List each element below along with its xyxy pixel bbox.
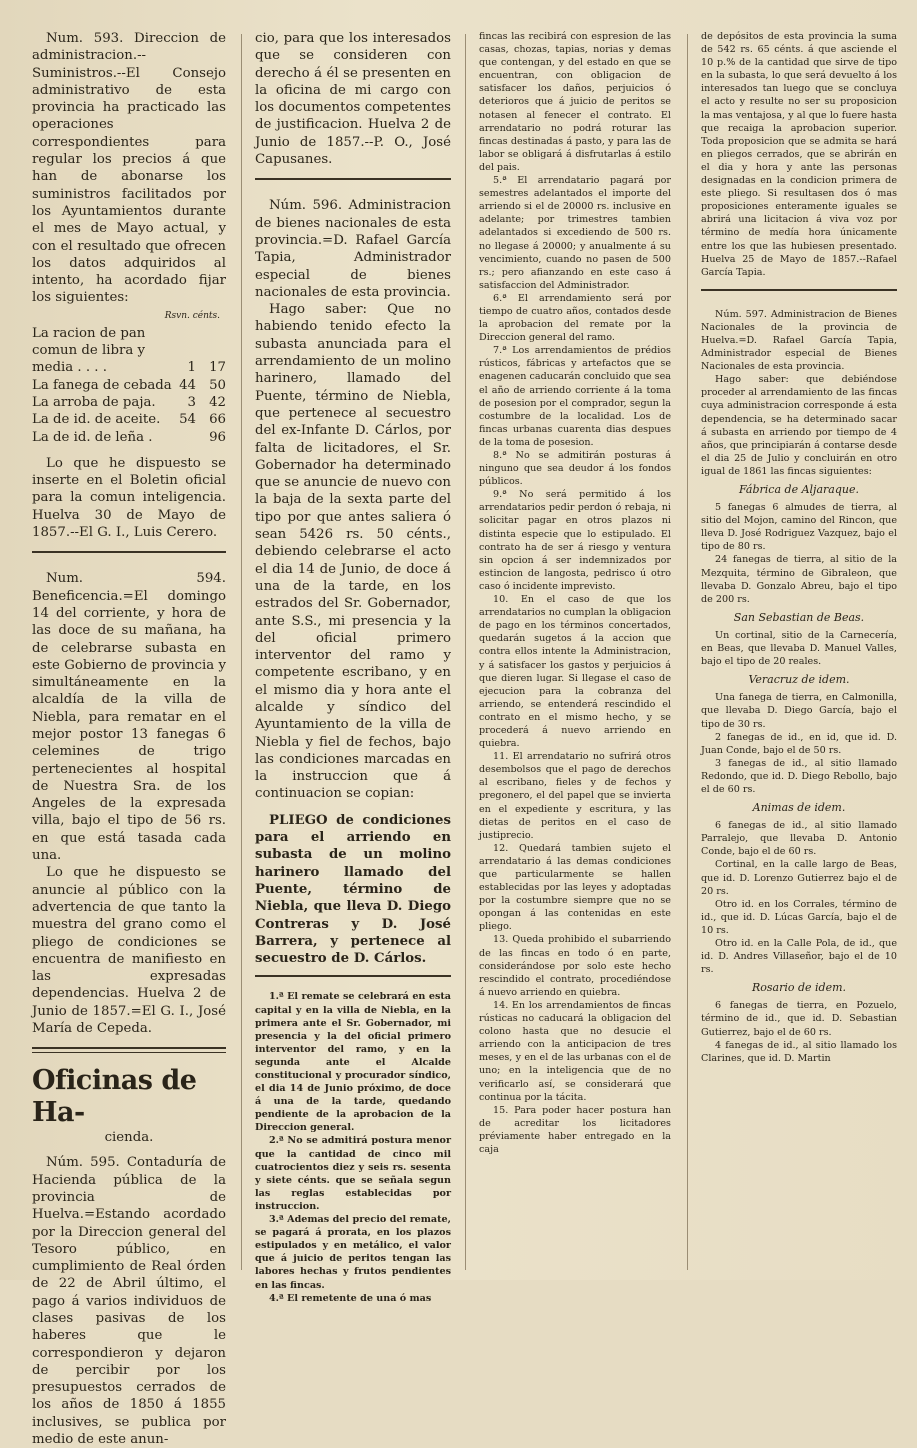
list-item: 4 fanegas de id., al sitio llamado los Clarines, que id. D. Martin [701, 1039, 897, 1064]
subheading-rosario: Rosario de idem. [751, 981, 847, 995]
condition-7: 7.ª Los arrendamientos de prédios rústicos, fábricas y artefactos que se enagenen caducarán concluido que sea el año de arriendo corriente á la toma de posesion por el comprador, segun la costumbre de la localidad. Los de fincas urbanas cuarenta dias despues de la toma de posesion. [479, 345, 671, 448]
table-row: La racion de pan comun de libra y media . . . . 1 17 [32, 325, 226, 376]
notice-595-continued: cio, para que los interesados que se consideren con derecho á él se presenten en la oficina de mi cargo con los documentos competentes de justificacion. Huelva 2 de Junio de 1857.--P. O., José Capusanes. [255, 31, 451, 168]
subheading-animas: Animas de idem. [752, 801, 846, 815]
condition-6: 6.ª El arrendamiento será por tiempo de cuatro años, contados desde la aprobacion del remate por la Direccion general del ramo. [479, 292, 671, 344]
table-row: La de id. de leña . 96 [32, 429, 226, 445]
table-row: La arroba de paja. 3 42 [32, 394, 226, 410]
subheading-veracruz: Veracruz de idem. [748, 673, 850, 687]
condition-5: 5.ª El arrendatario pagará por semestres adelantados el importe del arriendo si el de 20000 rs. inclusive en adelante; por trimestres tambien adelantados si excediendo de 500 rs. no llegase á 20000; y anualmente á su vencimiento, cuando no pasen de 500 rs.; pero afianzando en este caso á satisfaccion del Administrador. [479, 175, 671, 291]
subheading-beas: San Sebastian de Beas. [733, 610, 865, 624]
divider [255, 178, 451, 183]
list-item: 6 fanegas de tierra, en Pozuelo, término de id., que id. D. Sebastian Gutierrez, bajo el de 60 rs. [701, 1000, 897, 1038]
column-3 [479, 30, 671, 1274]
notice-596-body: Hago saber: Que no habiendo tenido efecto la subasta anunciada para el arrendamiento de un molino harinero, llamado del Puente, término de Niebla, que pertenece al secuestro del ex-Infante D. Cárlos, por falta de licitadores, el Sr. Gobernador ha determinado que se anuncie de nuevo con la baja de la sexta parte del tipo por que antes saliera ó sean 5426 rs. 50 cénts., debiendo celebrarse el acto el dia 14 de Junio, de doce á una de la tarde, en los estrados del Sr. Gobernador, ante S.S., mi presencia y la del oficial primero interventor del ramo y competente escribano, y en el mismo dia y hora ante el alcalde y síndico del Ayuntamiento de la villa de Niebla y fiel de fechos, bajo las condiciones marcadas en la instruccion que á continuacion se copian: [255, 302, 451, 802]
notice-596: Núm. 596. Administracion de bienes nacionales de esta provincia.=D. Rafael García Tapia, Administrador especial de bienes nacionales de esta provincia. [255, 198, 451, 300]
table-row: La fanega de cebada 44 50 [32, 377, 226, 393]
condition-15: 15. Para poder hacer postura han de acreditar los licitadores préviamente haber entregado en la caja [479, 1104, 671, 1155]
divider [255, 975, 451, 980]
list-item: 2 fanegas de id., en id, que id. D. Juan Conde, bajo el de 50 rs. [701, 731, 897, 756]
notice-594-close: Lo que he dispuesto se anuncie al público con la advertencia de que tanto la muestra del grano como el pliego de condiciones se encuentra de manifiesto en las expresadas dependencias. Huelva 2 de Junio de 1857.=El G. I., José María de Cepeda. [32, 865, 226, 1037]
condition-14: 14. En los arrendamientos de fincas rústicas no caducará la obligacion del colono hasta que no desucie el arriendo con la anticipacion de tres meses, y en el de las urbanas con el de uno; en la inteligencia que de no verificarlo así, se considerará que continua por la tácita. [479, 999, 671, 1103]
condition-11: 11. El arrendatario no sufrirá otros desembolsos que el pago de derechos al escribano, fieles y de fechos y pregonero, el del papel que se invierta en el expediente y escritura, y las dietas de peritos en el caso de justiprecio. [479, 751, 671, 841]
list-item: Una fanega de tierra, en Calmonilla, que llevaba D. Diego García, bajo el tipo de 30 rs. [701, 692, 897, 730]
divider [32, 551, 226, 556]
table-row: La de id. de aceite. 54 66 [32, 412, 226, 428]
list-item: Otro id. en la Calle Pola, de id., que id. D. Andres Villaseñor, bajo el de 10 rs. [701, 938, 897, 976]
divider [32, 1047, 226, 1053]
condition-2: 2.ª No se admitirá postura menor que la cantidad de cinco mil cuatrocientos diez y seis rs. sesenta y siete cénts. que se señala segun las reglas establecidas por instruccion. [255, 1135, 451, 1212]
condition-1: 1.ª El remate se celebrará en esta capital y en la villa de Niebla, en la primera ante el Sr. Gobernador, mi presencia y la del oficial primero interventor del ramo, y en la segunda ante el Alcalde constitucional y procurador síndico, el dia 14 de Junio próximo, de doce á una de la tarde, quedando pendiente de la aprobacion de la Direccion general. [255, 991, 451, 1134]
list-item: Cortinal, en la calle largo de Beas, que id. D. Lorenzo Gutierrez bajo el de 20 rs. [701, 859, 897, 897]
notice-597-body: Hago saber: que debiéndose proceder al arrendamiento de las fincas cuya administracion corresponde á esta dependencia, se ha determinado sacar á subasta en arriendo por tiempo de 4 años, que principiarán á contarse desde el dia 25 de Julio y concluirán en otro igual de 1861 las fincas siguientes: [701, 374, 897, 477]
list-item: 5 fanegas 6 almudes de tierra, al sitio del Mojon, camino del Rincon, que lleva D. José Rodriguez Vazquez, bajo el tipo de 80 rs. [701, 502, 897, 553]
list-item: 3 fanegas de id., al sitio llamado Redondo, que id. D. Diego Rebollo, bajo el de 60 rs. [701, 757, 897, 795]
condition-4-continued: fincas las recibirá con espresion de las casas, chozas, tapias, norias y demas que contengan, y del estado en que se encuentran, con obligacion de satisfacer los daños, perjuicios ó deterioros que á juicio de peritos se notasen al fenecer el contrato. El arrendatario no podrá roturar las fincas destinadas á pasto, y para las de labor se obligará á disfrutarlas á estilo del pais. [479, 31, 671, 173]
condition-9: 9.ª No será permitido á los arrendatarios pedir perdon ó rebaja, ni solicitar pagar en otros plazos ni distinta especie que lo estipulado. El contrato ha de ser á riesgo y ventura sin opcion á ser indemnizados por estincion de langosta, pedrisco ú otro caso ó incidente imprevisto. [479, 489, 671, 592]
condition-15-continued: de depósitos de esta provincia la suma de 542 rs. 65 cénts. á que asciende el 10 p.% de la cantidad que sirve de tipo en la subasta, lo que será devuelto á los interesados tan luego que se concluya el acto y resulte no ser su proposicion la mas ventajosa, y al que lo fuere hasta que recaiga la aprobacion superior. Toda proposicion que se admita se hará en pliegos cerrados, que se abrirán en el dia y hora y ante las personas designadas en la condicion primera de este pliego. Si resultasen dos ó mas proposiciones enteramente iguales se abrirá una licitacion á viva voz por término de medía hora únicamente entre los que las hubiesen presentado. Huelva 25 de Mayo de 1857.--Rafael García Tapia. [701, 31, 897, 278]
column-1 [32, 30, 226, 1448]
section-heading-sub: cienda. [104, 1130, 154, 1146]
condition-12: 12. Quedará tambien sujeto el arrendatario á las demas condiciones que particularmente se hallen establecidas por las leyes y adoptadas por la costumbre siempre que no se opongan á las contenidas en este pliego. [479, 842, 671, 933]
condition-4: 4.ª El remetente de una ó mas [269, 1292, 432, 1304]
list-item: 24 fanegas de tierra, al sitio de la Mezquita, término de Gibraleon, que llevaba D. Gonzalo Abreu, bajo el tipo de 200 rs. [701, 554, 897, 605]
condition-13: 13. Queda prohibido el subarriendo de las fincas en todo ó en parte, considerándose por solo este hecho rescindido el contrato, procediéndose á nuevo arriendo en quiebra. [479, 934, 671, 998]
price-table [32, 325, 226, 446]
condition-10: 10. En el caso de que los arrendatarios no cumplan la obligacion de pago en los términos concertados, quedarán sugetos á la accion que contra ellos intente la Administracion, y á satisfacer los gastos y perjuicios á que dieren lugar. Si llegase el caso de ejecucion para la cobranza del arriendo, se entenderá rescindido el contrato en el mismo hecho, y se procederá á nuevo arriendo en quiebra. [479, 594, 671, 750]
column-2 [255, 30, 451, 1304]
notice-593: Num. 593. Direccion de administracion.--Suministros.--El Consejo administrativo de esta provincia ha practicado las operaciones correspondientes para regular los precios á que han de abonarse los suministros facilitados por los Ayuntamientos durante el mes de Mayo actual, y con el resultado que ofrecen los datos adquiridos al intento, ha acordado fijar los siguientes: [32, 31, 226, 306]
notice-594: Num. 594. Beneficencia.=El domingo 14 del corriente, y hora de las doce de su mañana, ha de celebrarse subasta en este Gobierno de provincia y simultáneamente en la alcaldía de la villa de Niebla, para rematar en el mejor postor 13 fanegas 6 celemines de trigo pertenecientes al hospital de Nuestra Sra. de los Angeles de la expresada villa, bajo el tipo de 56 rs. en que está tasada cada una. [32, 571, 226, 864]
list-item: 6 fanegas de id., al sitio llamado Parralejo, que llevaba D. Antonio Conde, bajo el de 60 rs. [701, 820, 897, 858]
list-item: Un cortinal, sitio de la Carnecería, en Beas, que llevaba D. Manuel Valles, bajo el tipo de 20 reales. [701, 629, 897, 668]
section-heading: Oficinas de Ha- [32, 1065, 197, 1129]
price-table-header: Rsvn. cénts. [164, 310, 220, 321]
subheading-aljaraque: Fábrica de Aljaraque. [739, 483, 859, 496]
pliego-title: PLIEGO de condiciones para el arriendo en subasta de un molino harinero llamado del Puente, término de Niebla, que lleva D. Diego Contreras y D. José Barrera, y pertenece al secuestro de D. Cárlos. [255, 812, 451, 967]
list-item: Otro id. en los Corrales, término de id., que id. D. Lúcas García, bajo el de 10 rs. [701, 898, 897, 936]
condition-8: 8.ª No se admitirán posturas á ninguno que sea deudor á los fondos públicos. [479, 450, 671, 488]
notice-595: Núm. 595. Contaduría de Hacienda pública de la provincia de Huelva.=Estando acordado por la Direccion general del Tesoro público, en cumplimiento de Real órden de 22 de Abril último, el pago á varios individuos de clases pasivas de los haberes que le correspondieron y dejaron de percibir por los presupuestos cerrados de los años de 1850 á 1855 inclusives, se publica por medio de este anun- [32, 1155, 226, 1448]
notice-597: Núm. 597. Administracion de Bienes Nacionales de la provincia de Huelva.=D. Rafael García Tapia, Administrador especial de Bienes Nacionales de esta provincia. [701, 308, 897, 373]
condition-3: 3.ª Ademas del precio del remate, se pagará á prorata, en los plazos estipulados y en metálico, el valor que á juicio de peritos tengan las labores hechas y frutos pendientes en las fincas. [255, 1214, 451, 1291]
notice-593-close: Lo que he dispuesto se inserte en el Boletin oficial para la comun inteligencia. Huelva 30 de Mayo de 1857.--El G. I., Luis Cerero. [32, 455, 226, 541]
divider [701, 289, 897, 294]
column-4 [701, 30, 897, 1274]
